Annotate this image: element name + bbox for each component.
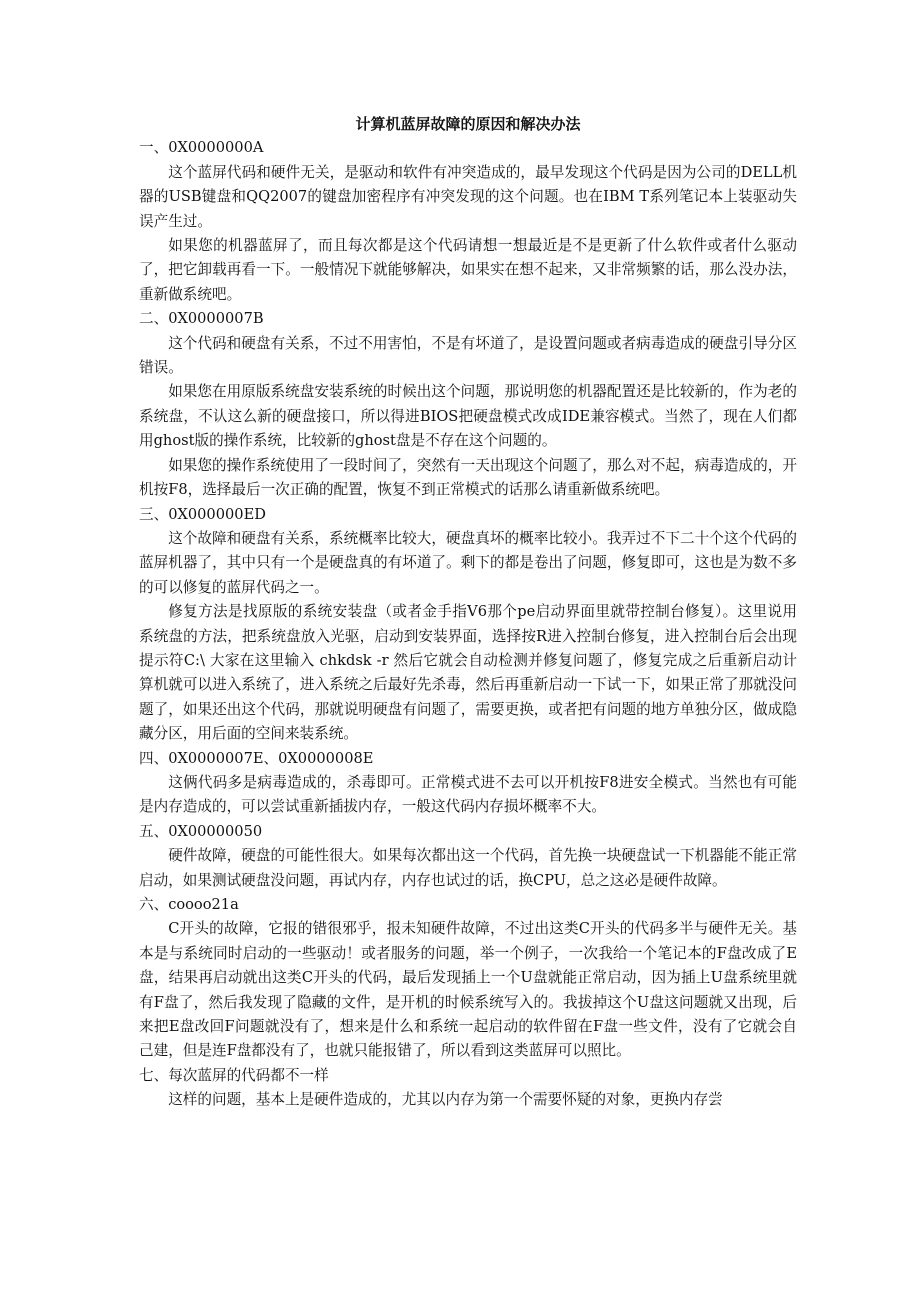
section-heading-6: 六、coooo21a — [139, 896, 239, 913]
paragraph: 硬件故障，硬盘的可能性很大。如果每次都出这一个代码，首先换一块硬盘试一下机器能不能正常启动，如果测试硬盘没问题，再试内存，内存也试过的话，换CPU，总之这必是硬件故障。 — [139, 847, 797, 889]
section-heading-1: 一、0X0000000A — [139, 139, 264, 157]
section-heading-3: 三、0X000000ED — [139, 505, 266, 523]
paragraph: 这俩代码多是病毒造成的，杀毒即可。正常模式进不去可以开机按F8进安全模式。当然也有可能是内存造成的，可以尝试重新插拔内存，一般这代码内存损坏概率不大。 — [139, 773, 797, 816]
section-heading-2: 二、0X0000007B — [139, 310, 264, 328]
document-body — [139, 112, 797, 1113]
section-heading-4: 四、0X0000007E、0X0000008E — [139, 749, 374, 767]
paragraph: 如果您在用原版系统盘安装系统的时候出这个问题，那说明您的机器配置还是比较新的，作为老的系统盘，不认这么新的硬盘接口，所以得进BIOS把硬盘模式改成IDE兼容模式。当然了，现在人们都用ghost版的操作系统，比较新的ghost盘是不存在这个问题的。 — [139, 383, 797, 450]
paragraph: 如果您的机器蓝屏了，而且每次都是这个代码请想一想最近是不是更新了什么软件或者什么驱动了，把它卸载再看一下。一般情况下就能够解决，如果实在想不起来，又非常频繁的话，那么没办法，重新做系统吧。 — [139, 237, 797, 303]
document-title: 计算机蓝屏故障的原因和解决办法 — [355, 115, 581, 133]
section-heading-5: 五、0X00000050 — [139, 822, 263, 840]
paragraph: 这个蓝屏代码和硬件无关，是驱动和软件有冲突造成的，最早发现这个代码是因为公司的DELL机器的USB键盘和QQ2007的键盘加密程序有冲突发现的这个问题。也在IBM T系列笔记本上装驱动失误产生过。 — [139, 163, 797, 230]
paragraph: C开头的故障，它报的错很邪乎，报未知硬件故障，不过出这类C开头的代码多半与硬件无关。基本是与系统同时启动的一些驱动！或者服务的问题，举一个例子，一次我给一个笔记本的F盘改成了E盘，结果再启动就出这类C开头的代码，最后发现插上一个U盘就能正常启动，因为插上U盘系统里就有F盘了，然后我发现了隐藏的文件，是开机的时候系统写入的。我拔掉这个U盘这问题就又出现，后来把E盘改回F问题就没有了，想来是什么和系统一起启动的软件留在F盘一些文件，没有了它就会自己建，但是连F盘都没有了，也就只能报错了，所以看到这类蓝屏可以照比。 — [139, 920, 797, 1060]
paragraph: 这个故障和硬盘有关系，系统概率比较大，硬盘真坏的概率比较小。我弄过不下二十个这个代码的蓝屏机器了，其中只有一个是硬盘真的有坏道了。剩下的都是卷出了问题，修复即可，这也是为数不多的可以修复的蓝屏代码之一。 — [139, 529, 797, 596]
paragraph: 这样的问题，基本上是硬件造成的，尤其以内存为第一个需要怀疑的对象，更换内存尝 — [168, 1091, 723, 1109]
paragraph: 这个代码和硬盘有关系，不过不用害怕，不是有坏道了，是设置问题或者病毒造成的硬盘引导分区错误。 — [139, 334, 797, 377]
paragraph: 修复方法是找原版的系统安装盘（或者金手指V6那个pe启动界面里就带控制台修复）。这里说用系统盘的方法，把系统盘放入光驱，启动到安装界面，选择按R进入控制台修复，进入控制台后会出现提示符C:\ 大家在这里输入 chkdsk -r 然后它就会自动检测并修复问题了，修复完成之后重新启动计算机就可以进入系统了，进入系统之后最好先杀毒，然后再重新启动一下试一下，如果正常了那就没问题了，如果还出这个代码，那就说明硬盘有问题了，需要更换，或者把有问题的地方单独分区，做成隐藏分区，用后面的空间来装系统。 — [139, 603, 797, 743]
section-heading-7: 七、每次蓝屏的代码都不一样 — [139, 1066, 329, 1084]
paragraph: 如果您的操作系统使用了一段时间了，突然有一天出现这个问题了，那么对不起，病毒造成的，开机按F8，选择最后一次正确的配置，恢复不到正常模式的话那么请重新做系统吧。 — [139, 456, 797, 499]
